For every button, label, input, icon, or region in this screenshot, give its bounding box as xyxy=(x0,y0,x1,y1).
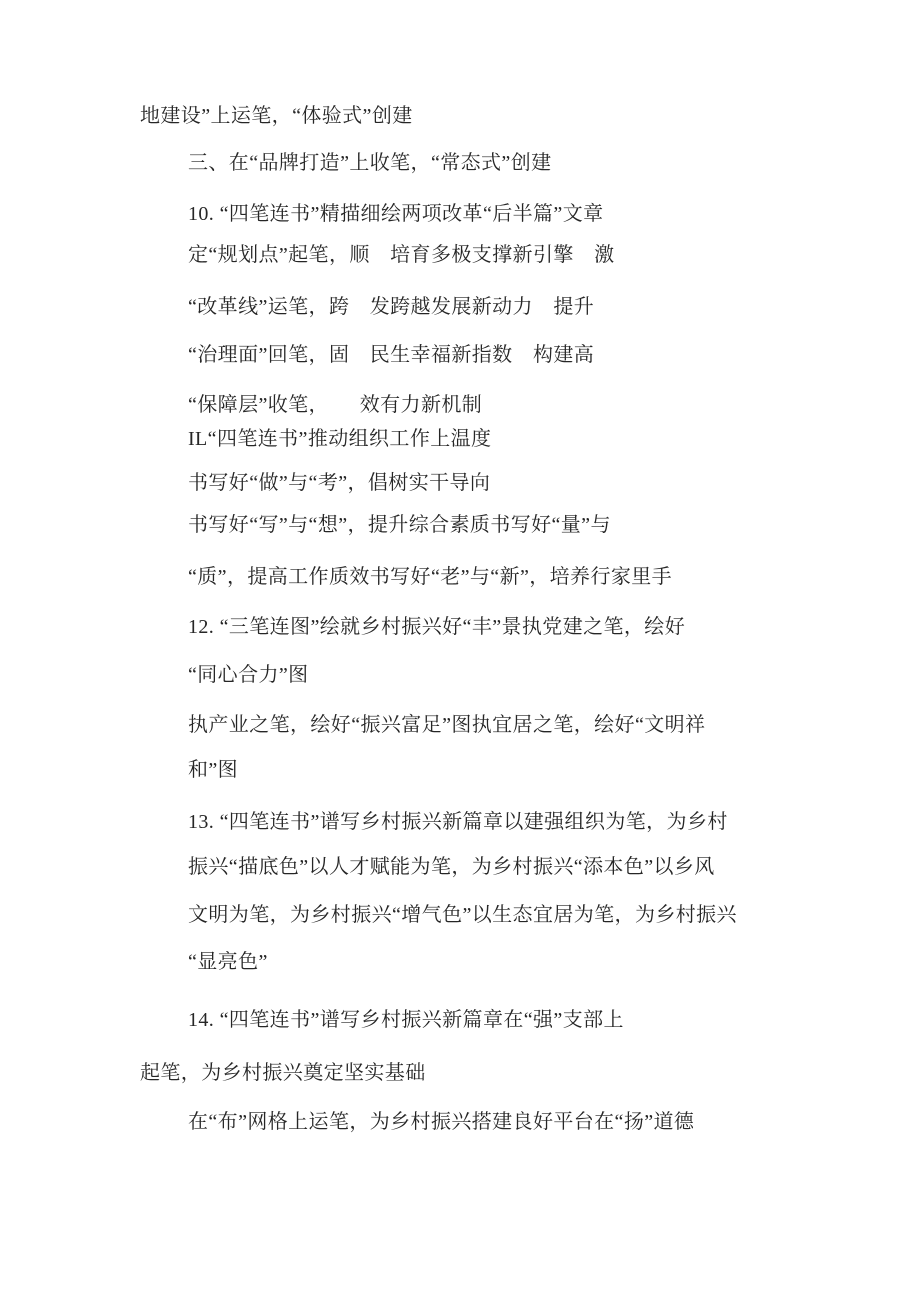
text-line: 14. “四笔连书”谱写乡村振兴新篇章在“强”支部上 xyxy=(188,1009,624,1031)
text-line: 定“规划点”起笔，顺 培育多极支撑新引擎 激 xyxy=(188,244,615,266)
text-line: 书写好“写”与“想”，提升综合素质书写好“量”与 xyxy=(188,514,611,536)
text-line: 振兴“描底色”以人才赋能为笔，为乡村振兴“添本色”以乡风 xyxy=(188,856,715,878)
text-line: 10. “四笔连书”精描细绘两项改革“后半篇”文章 xyxy=(188,203,604,225)
text-line: “改革线”运笔，跨 发跨越发展新动力 提升 xyxy=(188,296,595,318)
text-line: 三、在“品牌打造”上收笔，“常态式”创建 xyxy=(188,152,552,174)
text-line: “保障层”收笔， 效有力新机制 xyxy=(188,394,483,416)
text-line: 在“布”网格上运笔，为乡村振兴搭建良好平台在“扬”道德 xyxy=(188,1111,695,1133)
text-line: 13. “四笔连书”谱写乡村振兴新篇章以建强组织为笔，为乡村 xyxy=(188,811,728,833)
text-line: 文明为笔，为乡村振兴“增气色”以生态宜居为笔，为乡村振兴 xyxy=(188,904,737,926)
text-line: “同心合力”图 xyxy=(188,664,309,686)
text-line: “质”，提高工作质效书写好“老”与“新”，培养行家里手 xyxy=(188,566,673,588)
text-line: 执产业之笔，绘好“振兴富足”图执宜居之笔，绘好“文明祥 xyxy=(188,714,706,736)
text-line: 地建设”上运笔，“体验式”创建 xyxy=(140,105,413,127)
text-line: 12. “三笔连图”绘就乡村振兴好“丰”景执党建之笔，绘好 xyxy=(188,616,686,638)
text-line: “显亮色” xyxy=(188,951,268,973)
text-line: IL“四笔连书”推动组织工作上温度 xyxy=(188,428,492,450)
text-line: “治理面”回笔，固 民生幸福新指数 构建高 xyxy=(188,344,595,366)
text-line: 和”图 xyxy=(188,759,239,781)
text-line: 起笔，为乡村振兴奠定坚实基础 xyxy=(140,1062,426,1084)
text-line: 书写好“做”与“考”，倡树实干导向 xyxy=(188,472,491,494)
